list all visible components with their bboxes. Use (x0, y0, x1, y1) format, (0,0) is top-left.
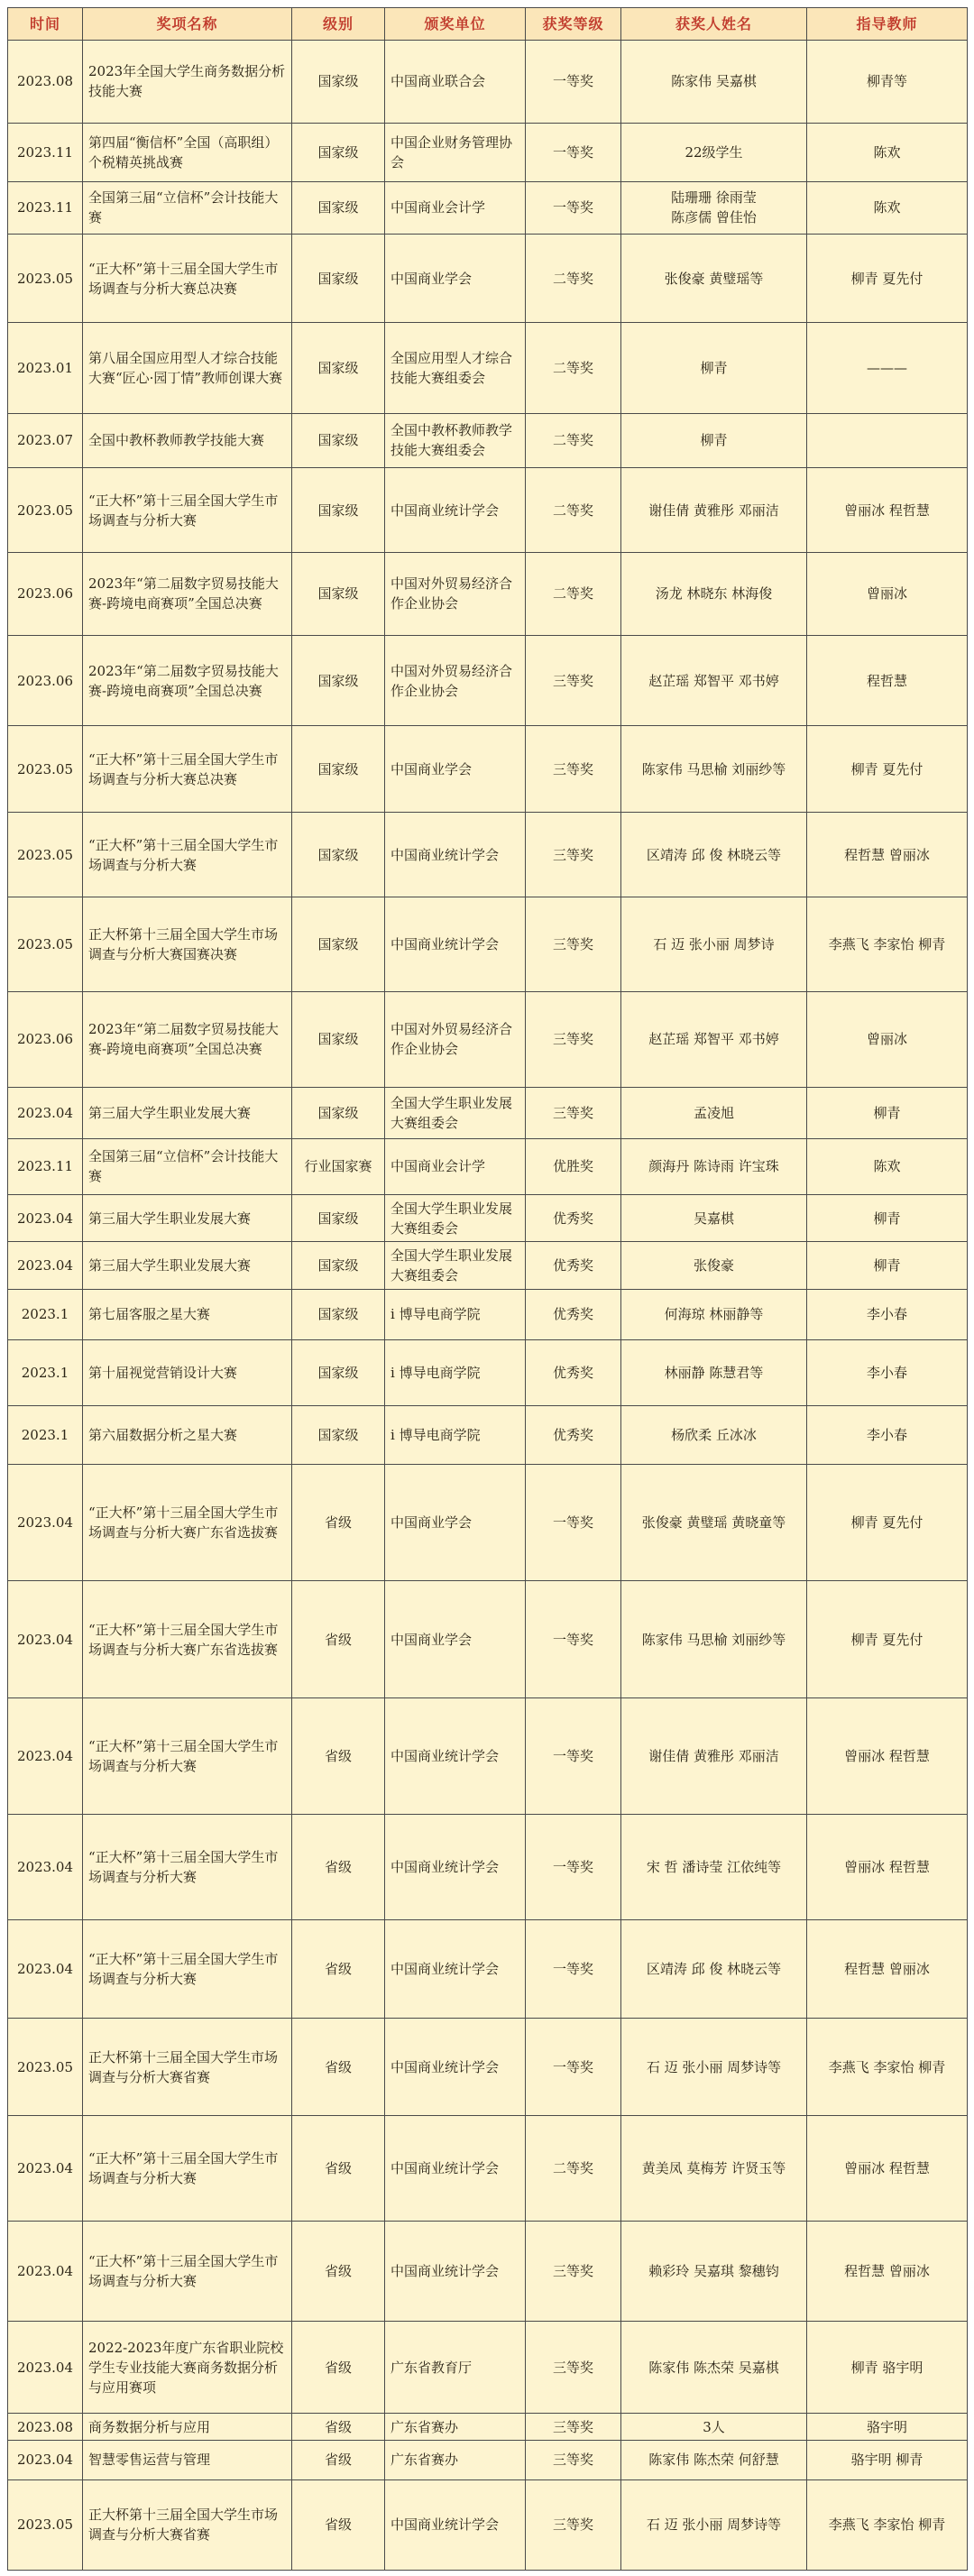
winner-names-cell: 黄美凤 莫梅芳 许贤玉等 (621, 2116, 807, 2222)
advisor-cell: 曾丽冰 程哲慧 (807, 1815, 968, 1920)
winner-names-cell: 陈家伟 陈杰荣 吴嘉棋 (621, 2322, 807, 2414)
time-cell: 2023.04 (8, 2322, 83, 2414)
issuing-org-cell: 中国商业会计学 (385, 181, 526, 234)
winner-names-cell: 陈家伟 马思榆 刘丽纱等 (621, 726, 807, 813)
winner-names-cell: 22级学生 (621, 123, 807, 181)
level-cell: 省级 (292, 2222, 385, 2322)
time-cell: 2023.04 (8, 1242, 83, 1289)
winner-names-cell: 柳青 (621, 323, 807, 413)
advisor-cell: 程哲慧 曾丽冰 (807, 813, 968, 897)
time-cell: 2023.04 (8, 1581, 83, 1697)
issuing-org-cell: 中国商业统计学会 (385, 1920, 526, 2019)
award-grade-cell: 三等奖 (526, 897, 621, 991)
issuing-org-cell: 中国商业统计学会 (385, 897, 526, 991)
time-cell: 2023.05 (8, 726, 83, 813)
award-name-cell: 第三届大学生职业发展大赛 (83, 1088, 292, 1138)
level-cell: 国家级 (292, 813, 385, 897)
level-cell: 国家级 (292, 1195, 385, 1242)
level-cell: 省级 (292, 2479, 385, 2571)
level-cell: 国家级 (292, 1289, 385, 1339)
issuing-org-cell: 中国商业统计学会 (385, 2018, 526, 2116)
winner-names-cell: 张俊豪 黄璧瑶等 (621, 235, 807, 323)
winner-names-cell: 颜海丹 陈诗雨 许宝珠 (621, 1138, 807, 1195)
award-grade-cell: 一等奖 (526, 1464, 621, 1580)
award-name-cell: 2023年全国大学生商务数据分析技能大赛 (83, 41, 292, 124)
award-name-cell: 第六届数据分析之星大赛 (83, 1406, 292, 1465)
issuing-org-cell: i 博导电商学院 (385, 1289, 526, 1339)
award-grade-cell: 优胜奖 (526, 1138, 621, 1195)
time-cell: 2023.05 (8, 2479, 83, 2571)
issuing-org-cell: 中国商业统计学会 (385, 813, 526, 897)
time-cell: 2023.04 (8, 2116, 83, 2222)
award-grade-cell: 三等奖 (526, 2414, 621, 2440)
level-cell: 省级 (292, 2440, 385, 2479)
level-cell: 国家级 (292, 41, 385, 124)
level-cell: 国家级 (292, 235, 385, 323)
issuing-org-cell: 中国商业学会 (385, 235, 526, 323)
table-row (8, 323, 968, 413)
table-row (8, 813, 968, 897)
winner-names-cell: 石 迈 张小丽 周梦诗等 (621, 2479, 807, 2571)
time-cell: 2023.11 (8, 181, 83, 234)
time-cell: 2023.05 (8, 897, 83, 991)
table-row (8, 897, 968, 991)
award-grade-cell: 优秀奖 (526, 1195, 621, 1242)
time-cell: 2023.08 (8, 41, 83, 124)
winner-names-cell: 林丽静 陈慧君等 (621, 1340, 807, 1406)
award-grade-cell: 一等奖 (526, 41, 621, 124)
award-grade-cell: 优秀奖 (526, 1289, 621, 1339)
award-name-cell: 第三届大学生职业发展大赛 (83, 1195, 292, 1242)
table-row (8, 2414, 968, 2440)
level-cell: 省级 (292, 1464, 385, 1580)
table-row (8, 553, 968, 636)
issuing-org-cell: 广东省教育厅 (385, 2322, 526, 2414)
level-cell: 国家级 (292, 991, 385, 1088)
table-row (8, 726, 968, 813)
winner-names-cell: 汤龙 林晓东 林海俊 (621, 553, 807, 636)
award-name-cell: 全国中教杯教师教学技能大赛 (83, 413, 292, 468)
winner-names-cell: 柳青 (621, 413, 807, 468)
level-cell: 省级 (292, 2116, 385, 2222)
issuing-org-cell: 中国企业财务管理协会 (385, 123, 526, 181)
table-row (8, 1289, 968, 1339)
advisor-cell: 柳青 (807, 1242, 968, 1289)
award-grade-cell: 三等奖 (526, 2222, 621, 2322)
time-cell: 2023.05 (8, 468, 83, 553)
issuing-org-cell: 全国应用型人才综合技能大赛组委会 (385, 323, 526, 413)
award-name-cell: 2022-2023年度广东省职业院校学生专业技能大赛商务数据分析与应用赛项 (83, 2322, 292, 2414)
award-grade-cell: 二等奖 (526, 413, 621, 468)
time-cell: 2023.04 (8, 1815, 83, 1920)
winner-names-cell: 陈家伟 马思榆 刘丽纱等 (621, 1581, 807, 1697)
award-grade-cell: 三等奖 (526, 726, 621, 813)
time-cell: 2023.1 (8, 1340, 83, 1406)
issuing-org-cell: 中国商业统计学会 (385, 2116, 526, 2222)
award-name-cell: 正大杯第十三届全国大学生市场调查与分析大赛省赛 (83, 2479, 292, 2571)
header-issuing-org: 颁奖单位 (385, 8, 526, 41)
winner-names-cell: 杨欣柔 丘冰冰 (621, 1406, 807, 1465)
level-cell: 国家级 (292, 1406, 385, 1465)
advisor-cell: 李小春 (807, 1340, 968, 1406)
time-cell: 2023.1 (8, 1289, 83, 1339)
awards-table (7, 7, 968, 2571)
table-row (8, 181, 968, 234)
award-grade-cell: 二等奖 (526, 235, 621, 323)
level-cell: 省级 (292, 1697, 385, 1814)
award-name-cell: 正大杯第十三届全国大学生市场调查与分析大赛国赛决赛 (83, 897, 292, 991)
award-name-cell: 商务数据分析与应用 (83, 2414, 292, 2440)
advisor-cell: 程哲慧 (807, 635, 968, 725)
award-name-cell: “正大杯”第十三届全国大学生市场调查与分析大赛 (83, 2222, 292, 2322)
award-name-cell: “正大杯”第十三届全国大学生市场调查与分析大赛总决赛 (83, 235, 292, 323)
winner-names-cell: 赵芷瑶 郑智平 邓书婷 (621, 991, 807, 1088)
level-cell: 行业国家赛 (292, 1138, 385, 1195)
advisor-cell: 李燕飞 李家怡 柳青 (807, 2018, 968, 2116)
issuing-org-cell: 全国大学生职业发展大赛组委会 (385, 1088, 526, 1138)
header-time: 时间 (8, 8, 83, 41)
issuing-org-cell: i 博导电商学院 (385, 1340, 526, 1406)
level-cell: 国家级 (292, 1242, 385, 1289)
winner-names-cell: 陆珊珊 徐雨莹 陈彦儒 曾佳怡 (621, 181, 807, 234)
time-cell: 2023.06 (8, 991, 83, 1088)
winner-names-cell: 吴嘉棋 (621, 1195, 807, 1242)
issuing-org-cell: 全国大学生职业发展大赛组委会 (385, 1242, 526, 1289)
advisor-cell: 陈欢 (807, 181, 968, 234)
issuing-org-cell: 中国商业统计学会 (385, 468, 526, 553)
header-award-name: 奖项名称 (83, 8, 292, 41)
award-name-cell: 全国第三届“立信杯”会计技能大赛 (83, 1138, 292, 1195)
time-cell: 2023.04 (8, 2440, 83, 2479)
advisor-cell: 柳青 (807, 1088, 968, 1138)
table-row (8, 1815, 968, 1920)
level-cell: 国家级 (292, 123, 385, 181)
advisor-cell: 柳青等 (807, 41, 968, 124)
issuing-org-cell: 中国商业统计学会 (385, 1697, 526, 1814)
advisor-cell: 曾丽冰 程哲慧 (807, 1697, 968, 1814)
award-grade-cell: 二等奖 (526, 468, 621, 553)
award-name-cell: “正大杯”第十三届全国大学生市场调查与分析大赛 (83, 2116, 292, 2222)
table-row (8, 123, 968, 181)
issuing-org-cell: 中国商业联合会 (385, 41, 526, 124)
winner-names-cell: 何海琼 林丽静等 (621, 1289, 807, 1339)
advisor-cell: 程哲慧 曾丽冰 (807, 2222, 968, 2322)
award-grade-cell: 二等奖 (526, 2116, 621, 2222)
advisor-cell: 柳青 (807, 1195, 968, 1242)
advisor-cell: 曾丽冰 程哲慧 (807, 468, 968, 553)
award-grade-cell: 优秀奖 (526, 1242, 621, 1289)
award-name-cell: 2023年“第二届数字贸易技能大赛-跨境电商赛项”全国总决赛 (83, 991, 292, 1088)
table-row (8, 2440, 968, 2479)
award-name-cell: “正大杯”第十三届全国大学生市场调查与分析大赛 (83, 1697, 292, 1814)
table-row (8, 1195, 968, 1242)
advisor-cell: 柳青 夏先付 (807, 1464, 968, 1580)
table-row (8, 1581, 968, 1697)
time-cell: 2023.05 (8, 2018, 83, 2116)
advisor-cell: 柳青 夏先付 (807, 726, 968, 813)
time-cell: 2023.01 (8, 323, 83, 413)
winner-names-cell: 3人 (621, 2414, 807, 2440)
award-name-cell: 第八届全国应用型人才综合技能大赛“匠心·园丁情”教师创课大赛 (83, 323, 292, 413)
award-name-cell: “正大杯”第十三届全国大学生市场调查与分析大赛总决赛 (83, 726, 292, 813)
award-name-cell: 第四届“衡信杯”全国（高职组）个税精英挑战赛 (83, 123, 292, 181)
issuing-org-cell: 中国商业学会 (385, 1581, 526, 1697)
level-cell: 国家级 (292, 413, 385, 468)
advisor-cell: 柳青 夏先付 (807, 1581, 968, 1697)
award-name-cell: 2023年“第二届数字贸易技能大赛-跨境电商赛项”全国总决赛 (83, 635, 292, 725)
winner-names-cell: 区靖涛 邱 俊 林晓云等 (621, 813, 807, 897)
award-name-cell: 2023年“第二届数字贸易技能大赛-跨境电商赛项”全国总决赛 (83, 553, 292, 636)
level-cell: 国家级 (292, 468, 385, 553)
winner-names-cell: 宋 哲 潘诗莹 江依纯等 (621, 1815, 807, 1920)
award-grade-cell: 三等奖 (526, 991, 621, 1088)
award-grade-cell: 一等奖 (526, 1581, 621, 1697)
table-row (8, 2018, 968, 2116)
table-row (8, 1920, 968, 2019)
time-cell: 2023.1 (8, 1406, 83, 1465)
award-name-cell: “正大杯”第十三届全国大学生市场调查与分析大赛广东省选拔赛 (83, 1464, 292, 1580)
advisor-cell: 李小春 (807, 1289, 968, 1339)
winner-names-cell: 谢佳倩 黄雅彤 邓丽洁 (621, 468, 807, 553)
time-cell: 2023.04 (8, 1195, 83, 1242)
winner-names-cell: 张俊豪 (621, 1242, 807, 1289)
level-cell: 国家级 (292, 1088, 385, 1138)
table-row (8, 1138, 968, 1195)
award-grade-cell: 三等奖 (526, 2440, 621, 2479)
winner-names-cell: 张俊豪 黄璧瑶 黄晓童等 (621, 1464, 807, 1580)
time-cell: 2023.06 (8, 553, 83, 636)
winner-names-cell: 石 迈 张小丽 周梦诗等 (621, 2018, 807, 2116)
advisor-cell: ——— (807, 323, 968, 413)
award-name-cell: “正大杯”第十三届全国大学生市场调查与分析大赛 (83, 468, 292, 553)
time-cell: 2023.04 (8, 1920, 83, 2019)
table-row (8, 1242, 968, 1289)
header-advisor: 指导教师 (807, 8, 968, 41)
table-row (8, 1697, 968, 1814)
level-cell: 省级 (292, 2018, 385, 2116)
issuing-org-cell: 全国中教杯教师教学技能大赛组委会 (385, 413, 526, 468)
issuing-org-cell: 中国商业学会 (385, 726, 526, 813)
award-name-cell: “正大杯”第十三届全国大学生市场调查与分析大赛 (83, 813, 292, 897)
award-grade-cell: 一等奖 (526, 123, 621, 181)
level-cell: 省级 (292, 2322, 385, 2414)
winner-names-cell: 区靖涛 邱 俊 林晓云等 (621, 1920, 807, 2019)
award-name-cell: 第三届大学生职业发展大赛 (83, 1242, 292, 1289)
award-name-cell: “正大杯”第十三届全国大学生市场调查与分析大赛 (83, 1815, 292, 1920)
award-name-cell: 智慧零售运营与管理 (83, 2440, 292, 2479)
award-name-cell: “正大杯”第十三届全国大学生市场调查与分析大赛 (83, 1920, 292, 2019)
winner-names-cell: 陈家伟 吴嘉棋 (621, 41, 807, 124)
table-row (8, 635, 968, 725)
winner-names-cell: 赖彩玲 吴嘉琪 黎穗钧 (621, 2222, 807, 2322)
award-name-cell: 全国第三届“立信杯”会计技能大赛 (83, 181, 292, 234)
advisor-cell: 李小春 (807, 1406, 968, 1465)
time-cell: 2023.11 (8, 123, 83, 181)
time-cell: 2023.04 (8, 2222, 83, 2322)
advisor-cell: 陈欢 (807, 123, 968, 181)
table-row (8, 1340, 968, 1406)
time-cell: 2023.04 (8, 1697, 83, 1814)
table-row (8, 2479, 968, 2571)
issuing-org-cell: 中国商业会计学 (385, 1138, 526, 1195)
advisor-cell: 李燕飞 李家怡 柳青 (807, 897, 968, 991)
award-grade-cell: 优秀奖 (526, 1406, 621, 1465)
header-level: 级别 (292, 8, 385, 41)
issuing-org-cell: 中国商业统计学会 (385, 2222, 526, 2322)
table-row (8, 413, 968, 468)
award-name-cell: 第七届客服之星大赛 (83, 1289, 292, 1339)
time-cell: 2023.08 (8, 2414, 83, 2440)
level-cell: 省级 (292, 2414, 385, 2440)
award-grade-cell: 二等奖 (526, 323, 621, 413)
award-grade-cell: 三等奖 (526, 1088, 621, 1138)
award-grade-cell: 一等奖 (526, 181, 621, 234)
issuing-org-cell: 中国对外贸易经济合作企业协会 (385, 553, 526, 636)
advisor-cell: 曾丽冰 (807, 991, 968, 1088)
award-grade-cell: 一等奖 (526, 1697, 621, 1814)
award-grade-cell: 一等奖 (526, 2018, 621, 2116)
header-winner-names: 获奖人姓名 (621, 8, 807, 41)
level-cell: 国家级 (292, 553, 385, 636)
issuing-org-cell: 中国商业统计学会 (385, 2479, 526, 2571)
level-cell: 国家级 (292, 323, 385, 413)
table-row (8, 235, 968, 323)
issuing-org-cell: 广东省赛办 (385, 2414, 526, 2440)
issuing-org-cell: 全国大学生职业发展大赛组委会 (385, 1195, 526, 1242)
award-name-cell: 正大杯第十三届全国大学生市场调查与分析大赛省赛 (83, 2018, 292, 2116)
award-grade-cell: 一等奖 (526, 1815, 621, 1920)
issuing-org-cell: 中国商业统计学会 (385, 1815, 526, 1920)
header-award-grade: 获奖等级 (526, 8, 621, 41)
level-cell: 国家级 (292, 897, 385, 991)
time-cell: 2023.07 (8, 413, 83, 468)
level-cell: 国家级 (292, 181, 385, 234)
award-grade-cell: 三等奖 (526, 2322, 621, 2414)
header-row (8, 8, 968, 41)
award-grade-cell: 三等奖 (526, 813, 621, 897)
award-grade-cell: 三等奖 (526, 2479, 621, 2571)
award-name-cell: 第十届视觉营销设计大赛 (83, 1340, 292, 1406)
table-row (8, 2116, 968, 2222)
award-grade-cell: 一等奖 (526, 1920, 621, 2019)
issuing-org-cell: 广东省赛办 (385, 2440, 526, 2479)
time-cell: 2023.05 (8, 813, 83, 897)
advisor-cell: 程哲慧 曾丽冰 (807, 1920, 968, 2019)
awards-body (8, 41, 968, 2571)
advisor-cell: 骆宇明 (807, 2414, 968, 2440)
award-name-cell: “正大杯”第十三届全国大学生市场调查与分析大赛广东省选拔赛 (83, 1581, 292, 1697)
advisor-cell: 陈欢 (807, 1138, 968, 1195)
winner-names-cell: 赵芷瑶 郑智平 邓书婷 (621, 635, 807, 725)
advisor-cell: 柳青 夏先付 (807, 235, 968, 323)
level-cell: 国家级 (292, 1340, 385, 1406)
level-cell: 省级 (292, 1581, 385, 1697)
table-row (8, 2322, 968, 2414)
level-cell: 国家级 (292, 726, 385, 813)
level-cell: 国家级 (292, 635, 385, 725)
winner-names-cell: 陈家伟 陈杰荣 何舒慧 (621, 2440, 807, 2479)
level-cell: 省级 (292, 1920, 385, 2019)
advisor-cell: 柳青 骆宇明 (807, 2322, 968, 2414)
table-row (8, 991, 968, 1088)
issuing-org-cell: 中国对外贸易经济合作企业协会 (385, 991, 526, 1088)
time-cell: 2023.04 (8, 1464, 83, 1580)
time-cell: 2023.06 (8, 635, 83, 725)
advisor-cell: 曾丽冰 程哲慧 (807, 2116, 968, 2222)
advisor-cell: 李燕飞 李家怡 柳青 (807, 2479, 968, 2571)
table-row (8, 41, 968, 124)
award-grade-cell: 优秀奖 (526, 1340, 621, 1406)
time-cell: 2023.11 (8, 1138, 83, 1195)
winner-names-cell: 谢佳倩 黄雅彤 邓丽洁 (621, 1697, 807, 1814)
issuing-org-cell: 中国对外贸易经济合作企业协会 (385, 635, 526, 725)
table-row (8, 1088, 968, 1138)
winner-names-cell: 孟凌旭 (621, 1088, 807, 1138)
level-cell: 省级 (292, 1815, 385, 1920)
award-grade-cell: 三等奖 (526, 635, 621, 725)
issuing-org-cell: i 博导电商学院 (385, 1406, 526, 1465)
table-row (8, 2222, 968, 2322)
table-row (8, 1464, 968, 1580)
time-cell: 2023.05 (8, 235, 83, 323)
award-grade-cell: 二等奖 (526, 553, 621, 636)
time-cell: 2023.04 (8, 1088, 83, 1138)
advisor-cell (807, 413, 968, 468)
advisor-cell: 骆宇明 柳青 (807, 2440, 968, 2479)
issuing-org-cell: 中国商业学会 (385, 1464, 526, 1580)
advisor-cell: 曾丽冰 (807, 553, 968, 636)
table-row (8, 1406, 968, 1465)
winner-names-cell: 石 迈 张小丽 周梦诗 (621, 897, 807, 991)
table-row (8, 468, 968, 553)
